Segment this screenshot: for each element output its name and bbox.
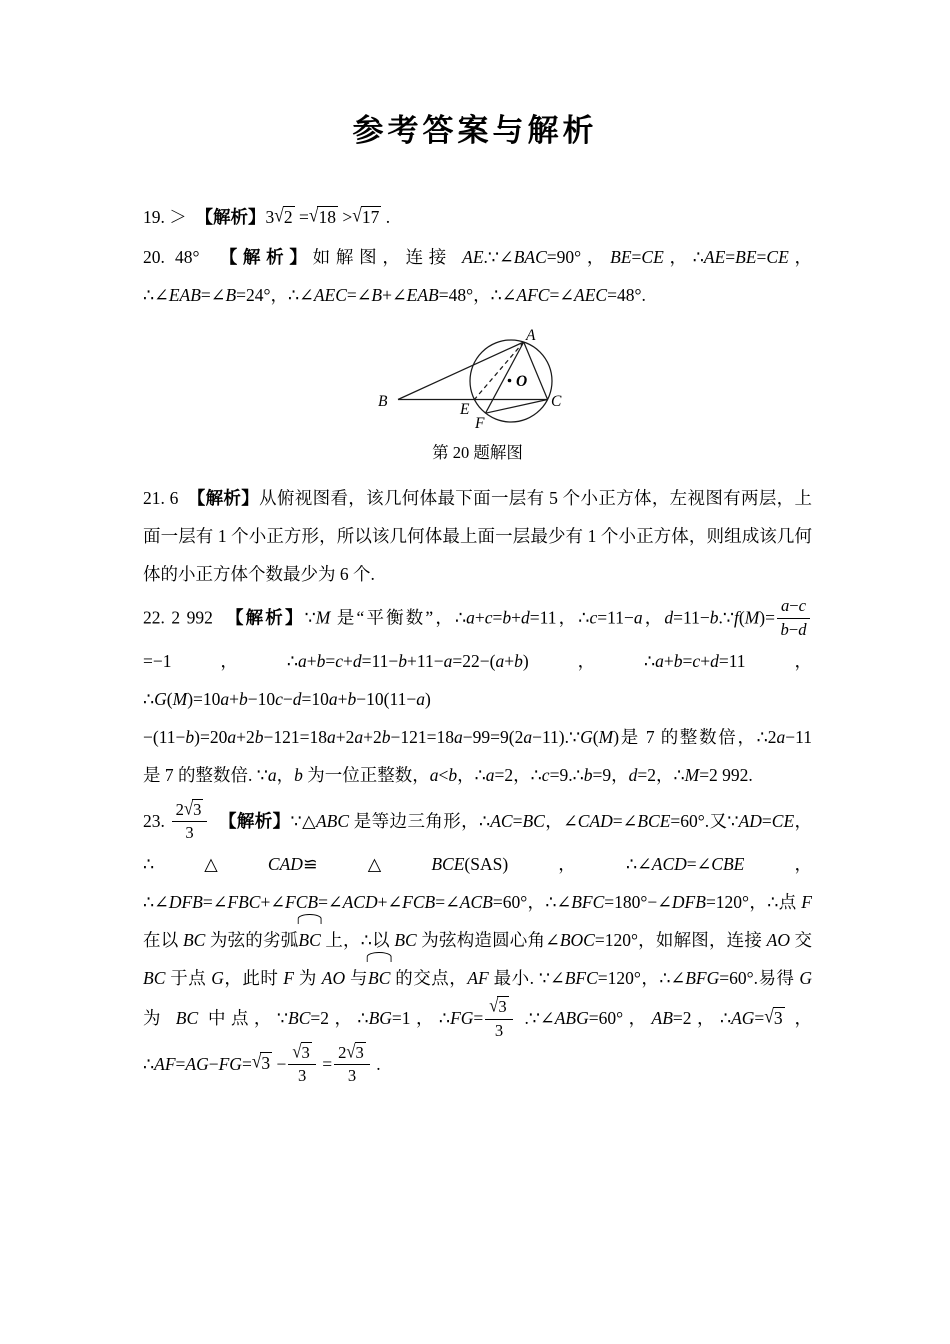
math-variable: F xyxy=(283,968,294,989)
math-variable: AEC xyxy=(313,285,347,305)
radicand: 3 xyxy=(193,799,202,819)
solution-paragraph-23: 23. $\frac{2√3}{3}$ 【解析】∵△ABC 是等边三角形，∴AC=BC，∠CAD=∠BCE=60°.又∵AD=CE，∴△CAD≌△BCE(SAS)，∴∠ACD=∠CBE，∴∠DFB=∠FBC+∠FCB=∠ACD+∠FCB=∠ACB=60°，∴∠BFC=180°−∠DFB=120°，∴点 F 在以 BC 为弦的劣弧BC 上，∴以 BC 为弦构造圆心角∠BOC=120°，如解图，连接 AO 交 BC 于点 G，此时 F 为 AO 与BC 的交点，AF 最小. ∵∠BFC=120°，∴∠BFG=60°.易得 G 为 BC 中点，∵BC=2，∴BG=1，∴FG= $\frac{√3}{3}$ .∵∠ABG=60°，AB=2，∴AG=√3 ，∴AF=AG−FG=√3 − $\frac{√3}{3}$ = $\frac{2√3}{3}$ . xyxy=(143,797,813,1086)
analysis-label: 【解析】 xyxy=(228,247,313,267)
math-variable: AC xyxy=(490,810,513,831)
math-variable: f xyxy=(734,607,739,628)
problem-answer: 6 xyxy=(169,488,179,508)
math-variable: d xyxy=(292,688,302,709)
radicand: 3 xyxy=(301,1042,310,1062)
problem-number: 23. xyxy=(143,810,170,831)
point-label-C: C xyxy=(551,393,562,410)
math-variable: BC xyxy=(175,1007,199,1028)
math-variable: a xyxy=(655,650,664,671)
math-variable: b xyxy=(398,650,408,671)
math-variable: AD xyxy=(738,810,762,831)
math-variable: d xyxy=(628,764,638,785)
math-variable: FG xyxy=(218,1053,242,1074)
solutions-list-bottom xyxy=(143,479,812,1088)
sqrt-expression xyxy=(352,198,381,236)
fraction-numerator xyxy=(288,1042,315,1066)
segment-AE-dashed xyxy=(474,342,523,400)
math-variable: ACD xyxy=(651,854,687,875)
math-variable: AO xyxy=(766,930,790,951)
analysis-label: 【解析】 xyxy=(196,488,260,508)
math-variable: a xyxy=(443,650,453,671)
math-variable: DFB xyxy=(168,892,203,913)
fraction xyxy=(288,1042,315,1088)
math-variable: AG xyxy=(731,1007,755,1028)
math-variable: d xyxy=(521,607,530,628)
math-variable: ABG xyxy=(554,1007,589,1028)
math-variable: BG xyxy=(368,1007,392,1028)
math-variable: CE xyxy=(641,247,664,267)
math-variable: a xyxy=(429,764,439,785)
radical-sign: √ xyxy=(346,1040,356,1062)
radicand: 2 xyxy=(283,207,293,227)
math-variable: AF xyxy=(154,1053,176,1074)
radical-sign: √ xyxy=(352,203,362,226)
problem-number: 21. xyxy=(143,488,170,508)
math-variable: G xyxy=(154,688,167,709)
math-variable: a xyxy=(633,607,643,628)
fraction-numerator: 2√3 xyxy=(334,1042,370,1066)
math-variable: c xyxy=(798,596,807,615)
math-variable: a xyxy=(227,726,237,747)
radicand: 18 xyxy=(318,207,336,227)
analysis-label: 【解析】 xyxy=(204,207,266,227)
radical-sign: √ xyxy=(183,797,194,819)
point-label-F: F xyxy=(475,415,485,432)
fraction-numerator: a−c xyxy=(777,596,810,619)
math-variable: AF xyxy=(467,968,489,989)
math-variable: a xyxy=(220,688,230,709)
point-label-A: A xyxy=(526,327,536,344)
math-variable: FBC xyxy=(227,892,261,913)
math-variable: a xyxy=(327,726,336,747)
math-variable: BFC xyxy=(564,968,598,989)
figure-caption: 第 20 题解图 xyxy=(432,443,523,462)
radical-sign: √ xyxy=(489,994,499,1016)
math-variable: d xyxy=(664,607,674,628)
fraction xyxy=(334,1042,370,1088)
math-variable: CBE xyxy=(711,854,745,875)
math-variable: a xyxy=(776,726,786,747)
fraction xyxy=(777,596,810,641)
radical-sign: √ xyxy=(292,1040,302,1062)
sqrt-expression xyxy=(346,1042,365,1064)
math-variable: BFC xyxy=(571,892,605,913)
math-variable: AB xyxy=(651,1007,673,1028)
center-point-O xyxy=(508,379,512,383)
radical-sign: √ xyxy=(251,1050,262,1073)
math-variable: B xyxy=(225,285,237,305)
math-variable: BCE xyxy=(637,810,671,831)
math-variable: c xyxy=(692,650,701,671)
sqrt-expression xyxy=(489,996,508,1018)
math-variable: F xyxy=(801,892,812,913)
math-variable: G xyxy=(580,726,593,747)
math-variable: AG xyxy=(185,1053,209,1074)
math-variable: G xyxy=(799,968,813,989)
math-variable: b xyxy=(294,764,303,785)
math-variable: BE xyxy=(735,247,757,267)
problem-number: 20. xyxy=(143,247,175,267)
radicand: 17 xyxy=(361,207,380,227)
fraction-denominator: b−d xyxy=(780,619,807,639)
math-variable: CAD xyxy=(577,810,613,831)
math-variable: a xyxy=(466,607,475,628)
arc-over-chord: BC xyxy=(368,959,390,997)
math-variable: CE xyxy=(766,247,789,267)
math-variable: BCE xyxy=(431,854,465,875)
segment-AC xyxy=(524,342,548,400)
sqrt-expression xyxy=(184,799,203,821)
math-variable: a xyxy=(416,688,425,709)
sqrt-expression xyxy=(309,198,338,236)
math-variable: b xyxy=(709,607,719,628)
problem-number: 22. xyxy=(143,607,172,628)
math-variable: c xyxy=(335,650,344,671)
math-variable: AE xyxy=(703,247,726,267)
math-variable: BFG xyxy=(685,968,720,989)
math-variable: FG xyxy=(450,1007,474,1028)
page-title: 参考答案与解析 xyxy=(352,113,598,148)
fraction-denominator: 3 xyxy=(185,823,194,843)
math-variable: b xyxy=(514,650,523,671)
math-variable: CE xyxy=(771,810,795,831)
math-variable: b xyxy=(347,688,357,709)
segment-BA xyxy=(398,342,524,400)
sqrt-expression xyxy=(274,198,294,236)
math-variable: a xyxy=(298,650,307,671)
math-variable: G xyxy=(211,968,224,989)
point-label-E: E xyxy=(460,401,470,418)
math-variable: b xyxy=(780,619,789,639)
problem-number: 19. xyxy=(143,207,170,227)
math-variable: AO xyxy=(321,968,346,989)
math-variable: c xyxy=(484,607,493,628)
math-variable: a xyxy=(523,726,533,747)
fraction-denominator: 3 xyxy=(494,1020,504,1040)
solution-paragraph-22: 22. 2 992 【解析】∵M 是“平衡数”，∴a+c=b+d=11，∴c=11−a，d=11−b.∵f(M)= $\frac{a-c}{b-d}$ =−1，∴a+b=c+d=11−b+11−a=22−(a+b)，∴a+b=c+d=11，∴G(M)=10a+b−10c−d=10a+b−10(11−a)−(11−b)=20a+2b−121=18a+2a+2b−121=18a−99=9(2a−11).∵G(M)是 7 的整数倍，∴2a−11 是 7 的整数倍. ∵a，b 为一位正整数，a<b，∴a=2，∴c=9.∴b=9，d=2，∴M=2 992. xyxy=(143,596,812,785)
math-variable: b xyxy=(381,726,391,747)
math-variable: a xyxy=(354,726,364,747)
math-variable: AFC xyxy=(516,285,550,305)
radicand: 3 xyxy=(498,997,507,1017)
math-variable: M xyxy=(684,764,700,785)
math-variable: b xyxy=(185,726,195,747)
point-label-O: O xyxy=(516,373,528,390)
problem-answer: 48° xyxy=(174,247,200,267)
point-label-B: B xyxy=(378,393,388,410)
math-variable: M xyxy=(315,607,331,628)
math-variable: AEC xyxy=(574,285,608,305)
math-variable: b xyxy=(254,726,264,747)
math-variable: b xyxy=(316,650,326,671)
radical-sign: √ xyxy=(308,203,319,226)
math-variable: BC xyxy=(143,968,166,989)
math-variable: b xyxy=(673,650,683,671)
sqrt-expression xyxy=(252,1044,272,1082)
problem-answer: ＞ xyxy=(169,207,187,227)
math-variable: c xyxy=(589,607,598,628)
solution-paragraph-21: 21. 6 【解析】从俯视图看，该几何体最下面一层有 5 个小正方体，左视图有两层，上面一层有 1 个小正方形，所以该几何体最上面一层最少有 1 个小正方体，则组成该几何体的小正方体个数最少为 6 个. xyxy=(143,488,813,584)
fraction-denominator: 3 xyxy=(297,1066,307,1086)
math-variable: BOC xyxy=(559,930,595,951)
analysis-label: 【解析】 xyxy=(227,810,291,831)
math-variable: BE xyxy=(610,247,632,267)
math-variable: ACB xyxy=(459,892,493,913)
sqrt-expression xyxy=(764,999,784,1037)
math-variable: b xyxy=(502,607,512,628)
solution-paragraph-20: 20. 48° 【解析】如解图，连接 AE.∵∠BAC=90°，BE=CE，∴AE=BE=CE，∴∠EAB=∠B=24°，∴∠AEC=∠B+∠EAB=48°，∴∠AFC=∠AEC=48°. xyxy=(143,247,813,305)
math-variable: BC xyxy=(394,930,417,951)
arc-over-chord: BC xyxy=(298,921,320,959)
math-variable: FCB xyxy=(285,892,319,913)
math-variable: BC xyxy=(288,1007,311,1028)
math-variable: BC xyxy=(182,930,206,951)
solutions-list-top xyxy=(143,198,812,314)
radical-sign: √ xyxy=(764,1004,774,1027)
math-variable: ACD xyxy=(342,892,378,913)
math-variable: AE xyxy=(462,247,484,267)
problem-answer: 2 992 xyxy=(171,607,213,628)
math-variable: a xyxy=(328,688,338,709)
sqrt-expression xyxy=(292,1042,311,1064)
radicand: 3 xyxy=(773,1007,783,1028)
math-variable: M xyxy=(598,726,614,747)
radicand: 3 xyxy=(261,1053,271,1074)
math-variable: a xyxy=(495,650,505,671)
geometry-figure-q20 xyxy=(371,322,617,432)
solutions-content xyxy=(0,198,950,1088)
math-variable: BC xyxy=(522,810,545,831)
problem-answer xyxy=(170,797,210,843)
fraction xyxy=(485,996,512,1042)
math-variable: ABC xyxy=(315,810,349,831)
math-variable: d xyxy=(798,619,807,639)
analysis-label: 【解析】 xyxy=(234,607,305,628)
math-variable: d xyxy=(352,650,362,671)
fraction-denominator: 3 xyxy=(347,1066,357,1086)
math-variable: b xyxy=(583,764,593,785)
math-variable: EAB xyxy=(168,285,201,305)
math-variable: a xyxy=(267,764,277,785)
fraction xyxy=(172,799,208,845)
math-variable: c xyxy=(275,688,283,709)
math-variable: a xyxy=(780,596,790,615)
math-variable: FCB xyxy=(402,892,436,913)
math-variable: a xyxy=(454,726,463,747)
math-variable: a xyxy=(485,764,495,785)
fraction-numerator xyxy=(485,996,512,1020)
math-variable: M xyxy=(744,607,760,628)
fraction-numerator: 2√3 xyxy=(172,799,208,823)
math-variable: d xyxy=(710,650,719,671)
math-variable: DFB xyxy=(671,892,706,913)
radicand: 3 xyxy=(355,1042,364,1062)
solution-paragraph-19: 19. ＞ 【解析】3√2 =√18 >√17 . xyxy=(143,198,812,236)
math-variable: c xyxy=(541,764,550,785)
figure-q20-wrapper xyxy=(371,322,812,432)
math-variable: b xyxy=(448,764,458,785)
math-variable: CAD xyxy=(267,854,303,875)
radical-sign: √ xyxy=(274,203,284,226)
math-variable: EAB xyxy=(406,285,439,305)
math-variable: BAC xyxy=(513,247,547,267)
math-variable: B xyxy=(371,285,383,305)
math-variable: M xyxy=(172,688,188,709)
math-variable: b xyxy=(239,688,248,709)
